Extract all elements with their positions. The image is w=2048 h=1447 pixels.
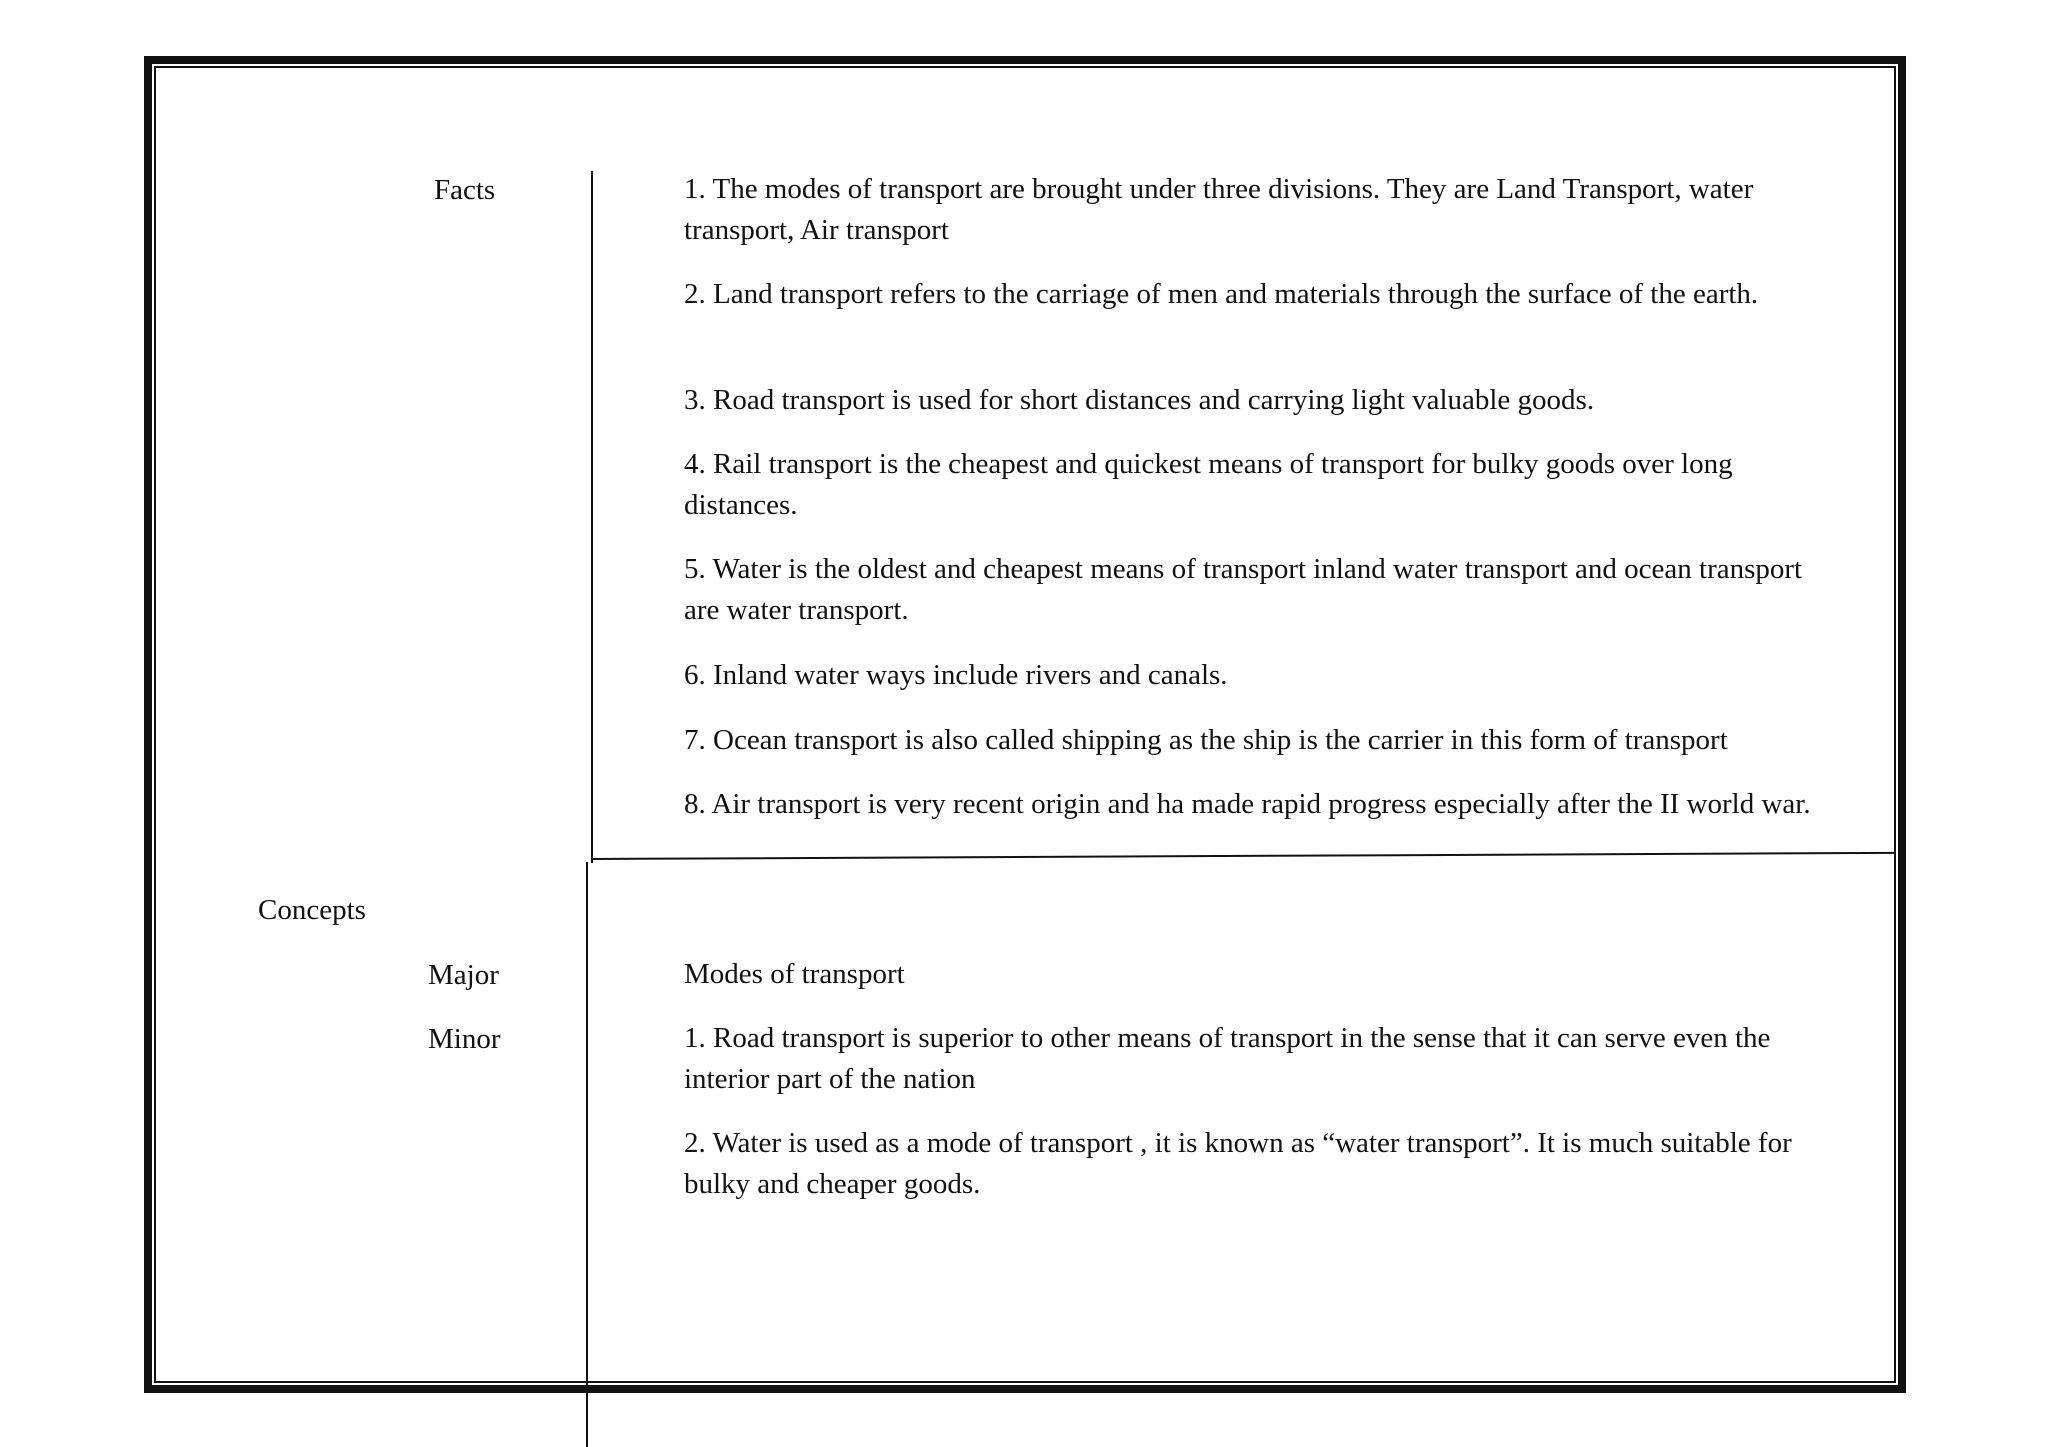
minor-concept-item: 1. Road transport is superior to other means of transport in the sense that it can serve even the interior part of the nation (684, 1022, 1771, 1095)
fact-item: 4. Rail transport is the cheapest and quickest means of transport for bulky goods over long distances. (684, 448, 1733, 521)
minor-label: Minor (428, 1023, 501, 1055)
fact-item: 2. Land transport refers to the carriage of men and materials through the surface of the earth. (684, 278, 1759, 310)
minor-concept-item: 2. Water is used as a mode of transport , it is known as “water transport”. It is much suitable for bulky and cheaper goods. (684, 1127, 1792, 1200)
fact-item: 6. Inland water ways include rivers and canals. (684, 659, 1228, 691)
fact-item: 3. Road transport is used for short distances and carrying light valuable goods. (684, 384, 1595, 416)
fact-item: 5. Water is the oldest and cheapest means of transport inland water transport and ocean transport are water transport. (684, 553, 1803, 626)
concepts-label: Concepts (258, 894, 366, 926)
fact-item: 1. The modes of transport are brought under three divisions. They are Land Transport, water transport, Air transport (684, 173, 1754, 246)
major-concept: Modes of transport (684, 958, 905, 990)
facts-label: Facts (434, 174, 496, 206)
major-label: Major (428, 959, 499, 991)
column-divider-upper (591, 171, 593, 863)
column-divider-lower (586, 862, 588, 1447)
fact-item: 8. Air transport is very recent origin and ha made rapid progress especially after the II world war. (684, 788, 1811, 820)
fact-item: 7. Ocean transport is also called shipping as the ship is the carrier in this form of transport (684, 724, 1728, 756)
